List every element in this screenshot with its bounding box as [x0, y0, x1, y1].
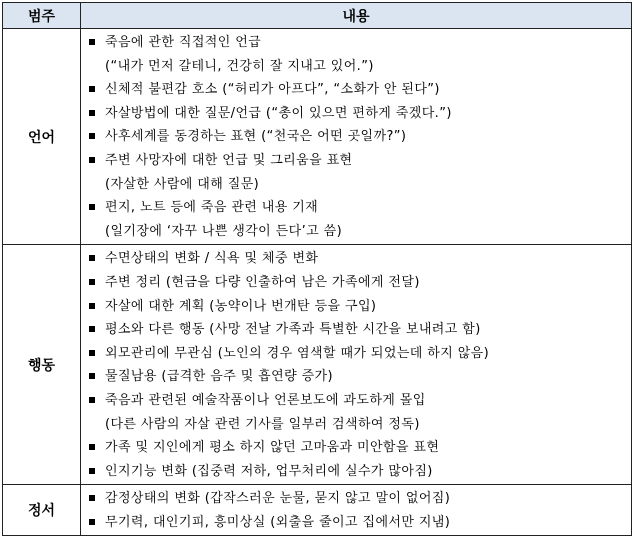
- item-text: 평소와 다른 행동 (사망 전날 가족과 특별한 시간을 보내려고 함): [105, 322, 481, 338]
- content-emotion: [81, 485, 632, 536]
- header-category: 범주: [3, 3, 81, 29]
- item-subtext: (자살한 사람에 대해 질문): [105, 176, 260, 192]
- list-item: [81, 247, 631, 271]
- list-item: [81, 389, 631, 436]
- list-item: [81, 125, 631, 149]
- list-item: [81, 436, 631, 460]
- item-list: [81, 29, 631, 244]
- content-language: [81, 29, 632, 245]
- item-text: 인지기능 변화 (집중력 저하, 업무처리에 실수가 많아짐): [105, 463, 433, 479]
- item-text: 죽음에 관한 직접적인 언급: [105, 35, 262, 50]
- item-text: 감정상태의 변화 (갑작스러운 눈물, 묻지 않고 말이 없어짐): [105, 491, 451, 507]
- item-text: 자살에 대한 계획 (농약이나 번개탄 등을 구입): [105, 298, 377, 314]
- list-item: [81, 342, 631, 366]
- category-behavior: 행동: [3, 245, 81, 485]
- list-item: [81, 196, 631, 243]
- section-row-language: [3, 29, 632, 245]
- header-content: 내용: [81, 3, 632, 29]
- item-text: 죽음과 관련된 예술작품이나 언론보도에 과도하게 몰입: [105, 392, 426, 408]
- list-item: [81, 102, 631, 126]
- item-text: 물질남용 (급격한 음주 및 흡연량 증가): [105, 369, 333, 385]
- item-text: 가족 및 지인에게 평소 하지 않던 고마움과 미안함을 표현: [105, 440, 440, 456]
- list-item: [81, 149, 631, 196]
- item-text: 자살방법에 대한 질문/언급 (“총이 있으면 편하게 죽겠다.”): [105, 105, 452, 121]
- item-list: [81, 485, 631, 535]
- item-subtext: (일기장에 ‘자꾸 나쁜 생각이 든다’고 씀): [105, 223, 343, 239]
- list-item: [81, 365, 631, 389]
- category-emotion: 정서: [3, 485, 81, 536]
- item-text: 사후세계를 동경하는 표현 (“천국은 어떤 곳일까?”): [105, 129, 407, 145]
- item-list: [81, 245, 631, 484]
- list-item: [81, 271, 631, 295]
- list-item: [81, 31, 631, 78]
- list-item: [81, 487, 631, 511]
- warning-signs-table: [2, 2, 632, 536]
- content-behavior: [81, 245, 632, 485]
- item-text: 무기력, 대인기피, 흥미상실 (외출을 줄이고 집에서만 지냄): [105, 514, 451, 530]
- list-item: [81, 511, 631, 535]
- header-row: [3, 3, 632, 29]
- list-item: [81, 78, 631, 102]
- category-language: 언어: [3, 29, 81, 245]
- item-text: 편지, 노트 등에 죽음 관련 내용 기재: [105, 200, 319, 216]
- item-text: 주변 정리 (현금을 다량 인출하여 남은 가족에게 전달): [105, 274, 420, 290]
- item-subtext: (“내가 먼저 갈테니, 건강히 잘 지내고 있어.”): [105, 58, 374, 74]
- section-row-behavior: [3, 245, 632, 485]
- item-text: 외모관리에 무관심 (노인의 경우 염색할 때가 되었는데 하지 않음): [105, 345, 490, 361]
- item-text: 수면상태의 변화 / 식욕 및 체중 변화: [105, 251, 319, 267]
- list-item: [81, 295, 631, 319]
- section-row-emotion: [3, 485, 632, 536]
- list-item: [81, 460, 631, 484]
- item-text: 주변 사망자에 대한 언급 및 그리움을 표현: [105, 152, 353, 168]
- item-text: 신체적 불편감 호소 (“허리가 아프다”, “소화가 안 된다”): [105, 82, 440, 98]
- item-subtext: (다른 사람의 자살 관련 기사를 일부러 검색하여 정독): [105, 416, 420, 432]
- list-item: [81, 318, 631, 342]
